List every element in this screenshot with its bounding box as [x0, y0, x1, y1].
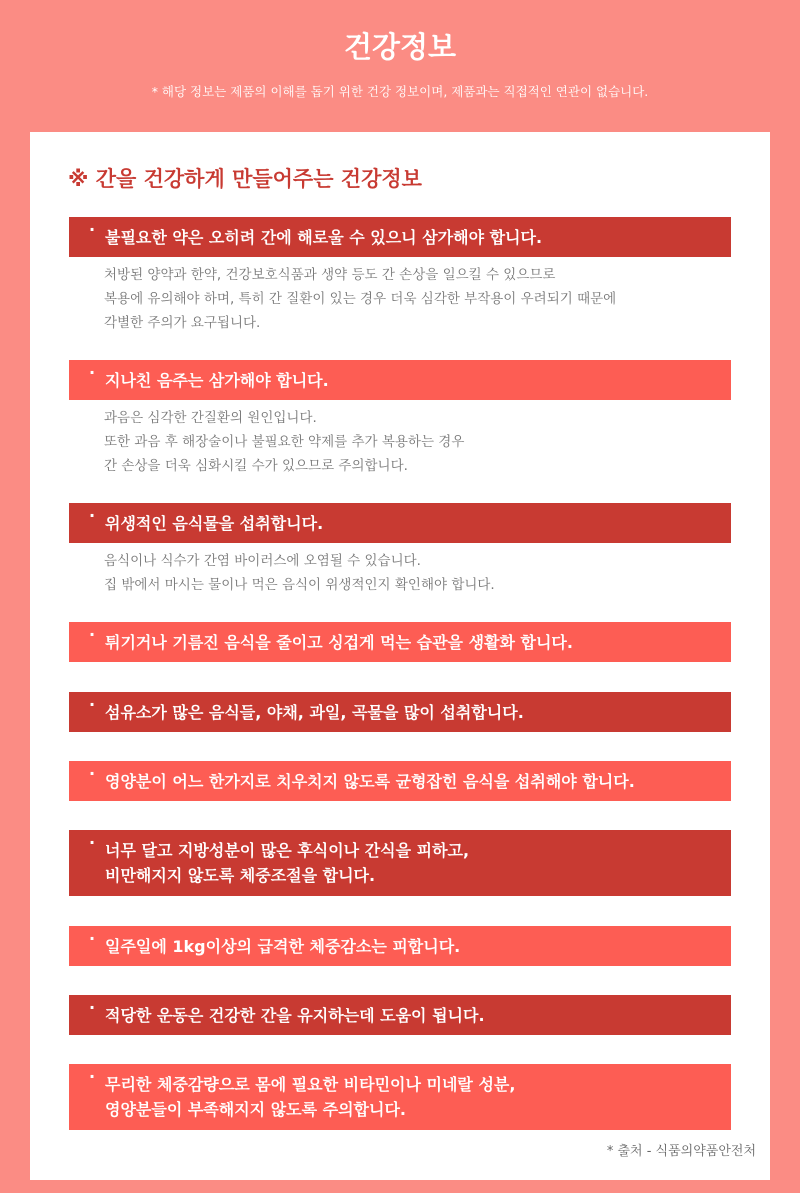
- tip-description-2: [104, 406, 724, 478]
- health-info-card: [30, 132, 770, 1180]
- tip-bar-7: [69, 830, 731, 896]
- tip-label: 섬유소가 많은 음식들, 야채, 과일, 곡물을 많이 섭취합니다.: [105, 702, 524, 722]
- tip-bar-10: [69, 1064, 731, 1130]
- bullet-icon: ·: [89, 998, 96, 1017]
- page-disclaimer: * 해당 정보는 제품의 이해를 돕기 위한 건강 정보이며, 제품과는 직접적인 연관이 없습니다.: [151, 84, 649, 99]
- tip-description-3: [104, 549, 724, 597]
- source-credit: * 출처 - 식품의약품안전처: [606, 1144, 756, 1159]
- tip-label: 적당한 운동은 건강한 간을 유지하는데 도움이 됩니다.: [105, 1005, 485, 1025]
- tip-label: 영양분이 어느 한가지로 치우치지 않도록 균형잡힌 음식을 섭취해야 합니다.: [105, 771, 635, 791]
- page-title: 건강정보: [343, 30, 457, 64]
- bullet-icon: ·: [89, 929, 96, 948]
- tip-description-line: 과음은 심각한 간질환의 원인입니다.: [104, 410, 317, 426]
- bullet-icon: ·: [89, 506, 96, 525]
- bullet-icon: ·: [89, 764, 96, 783]
- tip-label: 지나친 음주는 삼가해야 합니다.: [105, 370, 329, 390]
- bullet-icon: ·: [89, 625, 96, 644]
- tip-label: 튀기거나 기름진 음식을 줄이고 싱겁게 먹는 습관을 생활화 합니다.: [105, 632, 573, 652]
- section-heading: ※ 간을 건강하게 만들어주는 건강정보: [68, 167, 422, 191]
- bullet-icon: ·: [89, 1067, 96, 1086]
- tip-description-line: 복용에 유의해야 하며, 특히 간 질환이 있는 경우 더욱 심각한 부작용이 우려되기 때문에: [104, 291, 617, 307]
- tip-bar-2: [69, 360, 731, 400]
- tip-description-line: 처방된 양약과 한약, 건강보호식품과 생약 등도 간 손상을 일으킬 수 있으므로: [104, 267, 556, 283]
- tip-description-line: 간 손상을 더욱 심화시킬 수가 있으므로 주의합니다.: [104, 458, 408, 474]
- tip-description-line: 또한 과음 후 해장술이나 불필요한 약제를 추가 복용하는 경우: [104, 434, 465, 450]
- tip-label: 불필요한 약은 오히려 간에 해로울 수 있으니 삼가해야 합니다.: [105, 227, 543, 247]
- tip-bar-1: [69, 217, 731, 257]
- tip-label: 너무 달고 지방성분이 많은 후식이나 간식을 피하고, 비만해지지 않도록 체중조절을 합니다.: [105, 841, 470, 885]
- tip-bar-9: [69, 995, 731, 1035]
- bullet-icon: ·: [89, 833, 96, 852]
- bullet-icon: ·: [89, 695, 96, 714]
- tip-bar-4: [69, 622, 731, 662]
- tip-label: 일주일에 1kg이상의 급격한 체중감소는 피합니다.: [105, 936, 461, 956]
- tip-bar-8: [69, 926, 731, 966]
- tip-label: 위생적인 음식물을 섭취합니다.: [105, 513, 324, 533]
- tip-description-line: 음식이나 식수가 간염 바이러스에 오염될 수 있습니다.: [104, 553, 421, 569]
- tip-bar-6: [69, 761, 731, 801]
- tip-description-line: 각별한 주의가 요구됩니다.: [104, 315, 261, 331]
- tip-description-line: 집 밖에서 마시는 물이나 먹은 음식이 위생적인지 확인해야 합니다.: [104, 577, 495, 593]
- bullet-icon: ·: [89, 220, 96, 239]
- tip-bar-5: [69, 692, 731, 732]
- tip-label: 무리한 체중감량으로 몸에 필요한 비타민이나 미네랄 성분, 영양분들이 부족해지지 않도록 주의합니다.: [105, 1075, 516, 1119]
- tip-bar-3: [69, 503, 731, 543]
- bullet-icon: ·: [89, 363, 96, 382]
- tip-description-1: [104, 263, 724, 335]
